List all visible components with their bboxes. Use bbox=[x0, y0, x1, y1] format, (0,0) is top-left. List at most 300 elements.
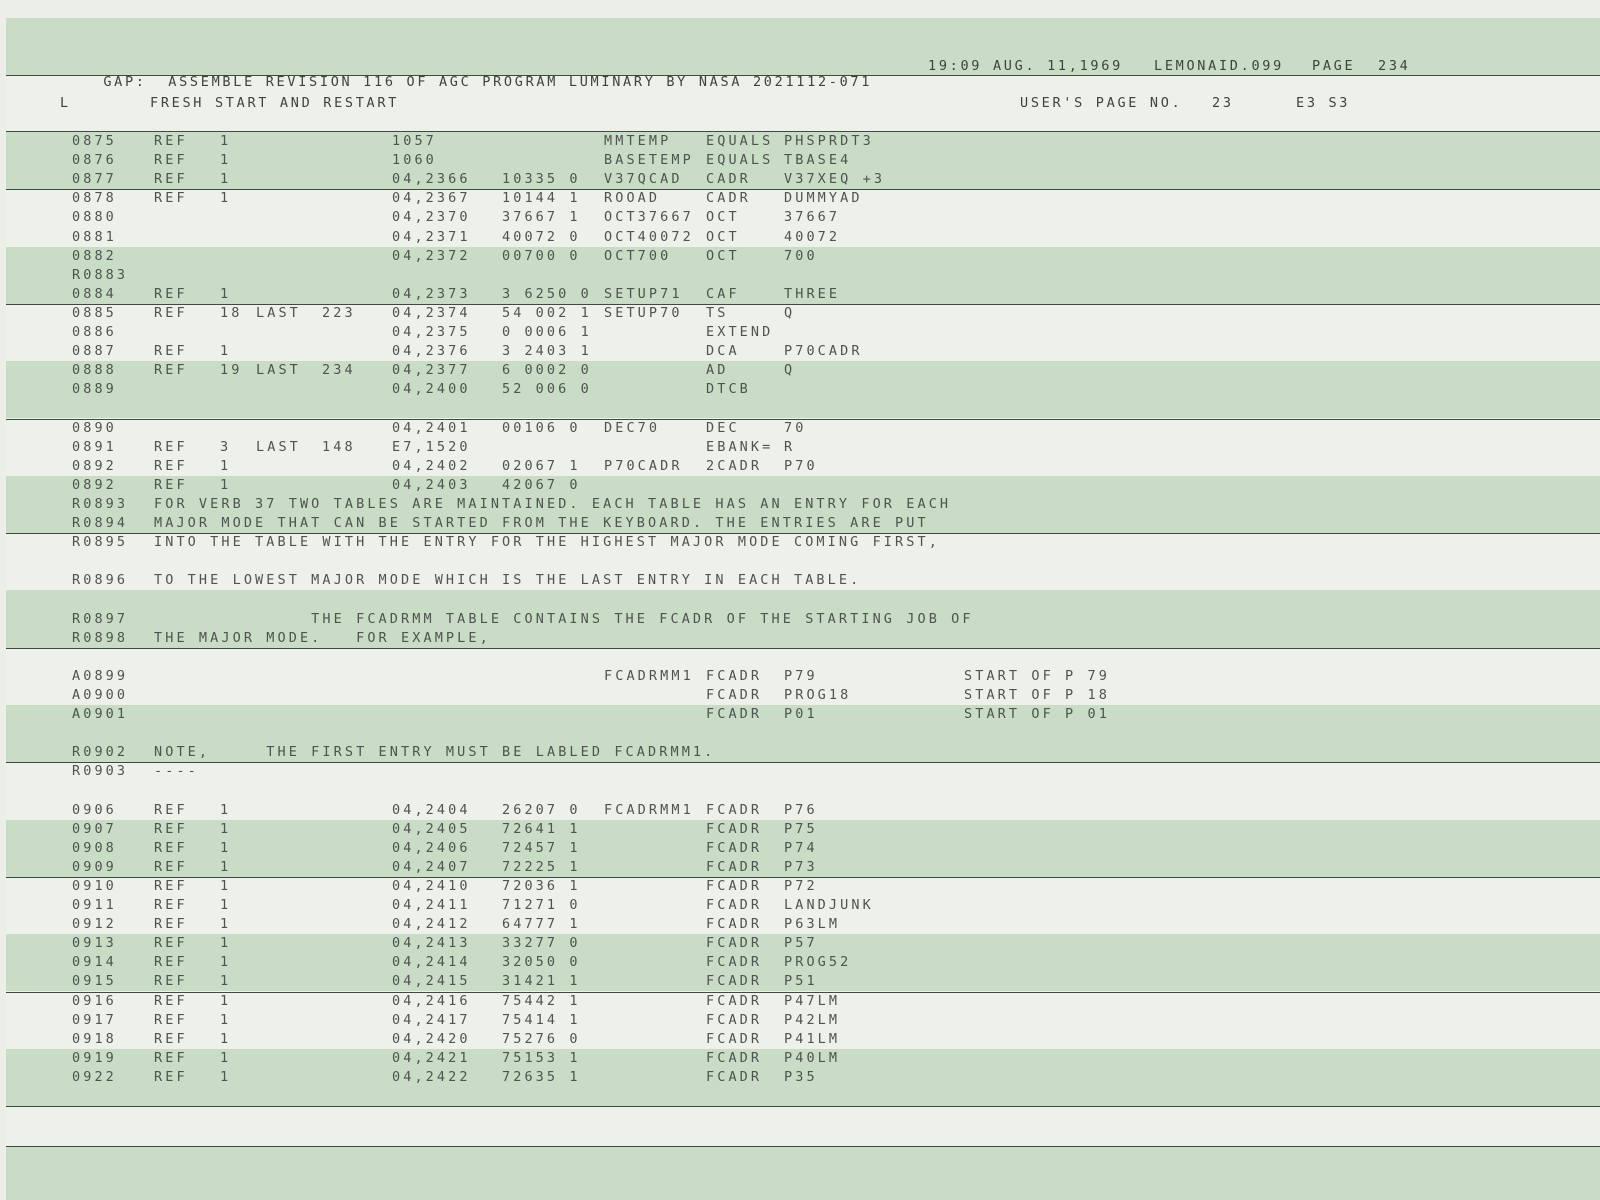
ref-keyword: REF bbox=[154, 438, 188, 455]
line-number: 0909 bbox=[72, 858, 117, 875]
listing-line bbox=[6, 668, 1600, 687]
listing-line bbox=[6, 248, 1600, 267]
last-page: 223 bbox=[322, 304, 356, 321]
remark-text: START OF P 18 bbox=[964, 686, 1110, 703]
opcode: FCADR bbox=[706, 1030, 763, 1047]
ref-keyword: REF bbox=[154, 973, 188, 990]
opcode: FCADR bbox=[706, 667, 763, 684]
symbol-label: OCT700 bbox=[604, 247, 672, 264]
octal-word: 75414 1 bbox=[502, 1011, 581, 1028]
line-number: R0903 bbox=[72, 763, 129, 780]
line-number: R0896 bbox=[72, 572, 129, 589]
listing-line bbox=[6, 381, 1600, 400]
symbol-label: ROOAD bbox=[604, 190, 661, 207]
comment-text: NOTE, THE FIRST ENTRY MUST BE LABLED FCADRMM1. bbox=[154, 744, 716, 761]
listing-line bbox=[6, 420, 1600, 439]
last-page: 148 bbox=[322, 438, 356, 455]
opcode: FCADR bbox=[706, 801, 763, 818]
line-number: 0913 bbox=[72, 935, 117, 952]
listing-line bbox=[6, 687, 1600, 706]
opcode: CADR bbox=[706, 190, 751, 207]
comment-text: MAJOR MODE THAT CAN BE STARTED FROM THE KEYBOARD. THE ENTRIES ARE PUT bbox=[154, 515, 929, 531]
ref-keyword: REF bbox=[154, 1011, 188, 1028]
footer-band bbox=[6, 1146, 1600, 1200]
opcode: TS bbox=[706, 304, 729, 321]
ref-keyword: REF bbox=[154, 858, 188, 875]
listing-line bbox=[6, 343, 1600, 362]
remark-text: START OF P 01 bbox=[964, 706, 1110, 722]
ref-count: 1 bbox=[220, 1011, 232, 1028]
octal-word: 31421 1 bbox=[502, 973, 581, 990]
page-label: PAGE bbox=[1312, 58, 1356, 74]
operand: Q bbox=[784, 304, 796, 321]
ref-keyword: REF bbox=[154, 916, 188, 933]
operand: P72 bbox=[784, 877, 818, 894]
operand: P63LM bbox=[784, 916, 841, 933]
line-number: 0916 bbox=[72, 992, 117, 1009]
ref-count: 1 bbox=[220, 171, 232, 188]
listing-line bbox=[6, 916, 1600, 935]
octal-word: 40072 0 bbox=[502, 228, 581, 245]
footer-rule bbox=[6, 1146, 1600, 1147]
opcode: FCADR bbox=[706, 1049, 763, 1066]
listing-line bbox=[6, 630, 1600, 649]
address: 04,2375 bbox=[392, 324, 471, 340]
listing-line bbox=[6, 1031, 1600, 1050]
listing-line bbox=[6, 1012, 1600, 1031]
opcode: DEC bbox=[706, 419, 740, 436]
line-number: R0883 bbox=[72, 266, 129, 283]
symbol-label: BASETEMP bbox=[604, 152, 694, 169]
operand: Q bbox=[784, 362, 796, 379]
listing-line bbox=[6, 553, 1600, 572]
listing-line bbox=[6, 534, 1600, 553]
line-number: R0895 bbox=[72, 534, 129, 551]
listing-line bbox=[6, 954, 1600, 973]
ref-keyword: REF bbox=[154, 285, 188, 302]
octal-word: 54 002 1 bbox=[502, 304, 592, 321]
listing-line bbox=[6, 1050, 1600, 1069]
address: E7,1520 bbox=[392, 438, 471, 455]
opcode: OCT bbox=[706, 228, 740, 245]
operand: P51 bbox=[784, 973, 818, 990]
operand: PROG52 bbox=[784, 954, 852, 971]
line-number: 0918 bbox=[72, 1030, 117, 1047]
listing-line bbox=[6, 458, 1600, 477]
octal-word: 6 0002 0 bbox=[502, 362, 592, 379]
octal-word: 02067 1 bbox=[502, 457, 581, 474]
address: 04,2412 bbox=[392, 916, 471, 933]
operand: THREE bbox=[784, 285, 841, 302]
ref-keyword: REF bbox=[154, 343, 188, 360]
ref-count: 1 bbox=[220, 992, 232, 1009]
line-number: 0892 bbox=[72, 457, 117, 474]
line-number: A0899 bbox=[72, 667, 129, 684]
symbol-label: MMTEMP bbox=[604, 133, 672, 149]
band-rule bbox=[6, 1106, 1600, 1107]
address: 04,2405 bbox=[392, 820, 471, 837]
comment-text: THE FCADRMM TABLE CONTAINS THE FCADR OF THE STARTING JOB OF bbox=[154, 610, 974, 627]
ref-count: 1 bbox=[220, 152, 232, 169]
listing-page bbox=[6, 18, 1600, 1200]
listing-line bbox=[6, 496, 1600, 515]
line-number: 0877 bbox=[72, 171, 117, 188]
operand: P35 bbox=[784, 1068, 818, 1085]
opcode: FCADR bbox=[706, 686, 763, 703]
ref-count: 1 bbox=[220, 343, 232, 360]
line-number: 0878 bbox=[72, 190, 117, 207]
ref-keyword: REF bbox=[154, 992, 188, 1009]
operand: PROG18 bbox=[784, 686, 852, 703]
opcode: DTCB bbox=[706, 381, 751, 398]
ref-keyword: REF bbox=[154, 935, 188, 952]
address: 04,2416 bbox=[392, 992, 471, 1009]
ref-keyword: REF bbox=[154, 1068, 188, 1085]
ref-keyword: REF bbox=[154, 476, 188, 493]
line-number: 0890 bbox=[72, 419, 117, 436]
octal-word: 32050 0 bbox=[502, 954, 581, 971]
octal-word: 33277 0 bbox=[502, 935, 581, 952]
listing-line bbox=[6, 859, 1600, 878]
line-number: 0912 bbox=[72, 916, 117, 933]
line-number: 0881 bbox=[72, 228, 117, 245]
ref-count: 1 bbox=[220, 1068, 232, 1085]
opcode: EQUALS bbox=[706, 133, 774, 149]
operand: P57 bbox=[784, 935, 818, 952]
listing-line bbox=[6, 439, 1600, 458]
listing-line bbox=[6, 324, 1600, 343]
address: 04,2421 bbox=[392, 1049, 471, 1066]
ref-count: 1 bbox=[220, 954, 232, 971]
opcode: FCADR bbox=[706, 1011, 763, 1028]
operand: P40LM bbox=[784, 1049, 841, 1066]
listing-line bbox=[6, 400, 1600, 419]
ref-count: 1 bbox=[220, 801, 232, 818]
line-number: R0898 bbox=[72, 629, 129, 646]
octal-word: 00106 0 bbox=[502, 419, 581, 436]
ref-keyword: REF bbox=[154, 362, 188, 379]
address: 04,2367 bbox=[392, 190, 471, 207]
last-keyword: LAST bbox=[256, 362, 301, 379]
operand: 37667 bbox=[784, 209, 841, 226]
comment-text: THE MAJOR MODE. FOR EXAMPLE, bbox=[154, 629, 491, 646]
address: 04,2370 bbox=[392, 209, 471, 226]
octal-word: 3 2403 1 bbox=[502, 343, 592, 360]
listing-line bbox=[6, 821, 1600, 840]
last-page: 234 bbox=[322, 362, 356, 379]
operand: DUMMYAD bbox=[784, 190, 863, 207]
address: 1060 bbox=[392, 152, 437, 169]
address: 04,2400 bbox=[392, 381, 471, 398]
octal-word: 75276 0 bbox=[502, 1030, 581, 1047]
line-number: 0887 bbox=[72, 343, 117, 360]
listing-line bbox=[6, 171, 1600, 190]
listing-line bbox=[6, 591, 1600, 610]
users-page-number: 23 bbox=[1212, 95, 1234, 111]
line-number: 0922 bbox=[72, 1068, 117, 1085]
listing-line bbox=[6, 802, 1600, 821]
address: 04,2374 bbox=[392, 304, 471, 321]
ref-count: 18 bbox=[220, 304, 243, 321]
line-number: 0889 bbox=[72, 381, 117, 398]
operand: 700 bbox=[784, 247, 818, 264]
line-number: 0891 bbox=[72, 438, 117, 455]
address: 04,2403 bbox=[392, 476, 471, 493]
opcode: OCT bbox=[706, 247, 740, 264]
ref-count: 1 bbox=[220, 285, 232, 302]
line-number: 0917 bbox=[72, 1011, 117, 1028]
operand: P70 bbox=[784, 457, 818, 474]
listing-line bbox=[6, 286, 1600, 305]
address: 04,2422 bbox=[392, 1068, 471, 1085]
line-number: 0906 bbox=[72, 801, 117, 818]
listing-line bbox=[6, 878, 1600, 897]
listing-line bbox=[6, 133, 1600, 152]
comment-text: ---- bbox=[154, 763, 199, 780]
opcode: EBANK= bbox=[706, 438, 774, 455]
symbol-label: V37QCAD bbox=[604, 171, 683, 188]
octal-word: 72641 1 bbox=[502, 820, 581, 837]
listing-line bbox=[6, 515, 1600, 534]
listing-line bbox=[6, 744, 1600, 763]
ref-count: 1 bbox=[220, 839, 232, 856]
opcode: FCADR bbox=[706, 877, 763, 894]
ref-count: 1 bbox=[220, 858, 232, 875]
line-number: 0875 bbox=[72, 133, 117, 149]
opcode: CADR bbox=[706, 171, 751, 188]
line-number: 0915 bbox=[72, 973, 117, 990]
operand: P47LM bbox=[784, 992, 841, 1009]
line-number: A0900 bbox=[72, 686, 129, 703]
operand: P79 bbox=[784, 667, 818, 684]
octal-word: 10144 1 bbox=[502, 190, 581, 207]
ref-keyword: REF bbox=[154, 954, 188, 971]
octal-word: 64777 1 bbox=[502, 916, 581, 933]
address: 04,2417 bbox=[392, 1011, 471, 1028]
opcode: 2CADR bbox=[706, 457, 763, 474]
address: 04,2401 bbox=[392, 419, 471, 436]
listing-line bbox=[6, 649, 1600, 668]
listing-line bbox=[6, 209, 1600, 228]
ref-keyword: REF bbox=[154, 171, 188, 188]
operand: P76 bbox=[784, 801, 818, 818]
operand: P41LM bbox=[784, 1030, 841, 1047]
address: 04,2410 bbox=[392, 877, 471, 894]
symbol-label: FCADRMM1 bbox=[604, 667, 694, 684]
opcode: EQUALS bbox=[706, 152, 774, 169]
page-number: 234 bbox=[1378, 58, 1411, 74]
print-datetime: 19:09 AUG. 11,1969 bbox=[928, 58, 1123, 74]
opcode: OCT bbox=[706, 209, 740, 226]
octal-word: 0 0006 1 bbox=[502, 324, 592, 340]
remark-text: START OF P 79 bbox=[964, 667, 1110, 684]
gap-line: GAP: ASSEMBLE REVISION 116 OF AGC PROGRAM LUMINARY BY NASA 2021112-071 bbox=[103, 74, 873, 90]
operand: P75 bbox=[784, 820, 818, 837]
ref-keyword: REF bbox=[154, 1049, 188, 1066]
ref-count: 1 bbox=[220, 973, 232, 990]
symbol-label: OCT40072 bbox=[604, 228, 694, 245]
address: 04,2407 bbox=[392, 858, 471, 875]
line-number: 0886 bbox=[72, 324, 117, 340]
octal-word: 3 6250 0 bbox=[502, 285, 592, 302]
operand: PHSPRDT3 bbox=[784, 133, 874, 149]
line-number: R0902 bbox=[72, 744, 129, 761]
ref-count: 1 bbox=[220, 1049, 232, 1066]
address: 04,2404 bbox=[392, 801, 471, 818]
opcode: DCA bbox=[706, 343, 740, 360]
address: 1057 bbox=[392, 133, 437, 149]
octal-word: 72457 1 bbox=[502, 839, 581, 856]
comment-text: FOR VERB 37 TWO TABLES ARE MAINTAINED. EACH TABLE HAS AN ENTRY FOR EACH bbox=[154, 495, 952, 512]
operand: R bbox=[784, 438, 796, 455]
address: 04,2366 bbox=[392, 171, 471, 188]
address: 04,2371 bbox=[392, 228, 471, 245]
section-title: FRESH START AND RESTART bbox=[150, 95, 400, 111]
listing-line bbox=[6, 477, 1600, 496]
symbol-label: FCADRMM1 bbox=[604, 801, 694, 818]
ref-count: 1 bbox=[220, 476, 232, 493]
line-number: 0884 bbox=[72, 285, 117, 302]
line-number: 0888 bbox=[72, 362, 117, 379]
ref-count: 1 bbox=[220, 1030, 232, 1047]
line-number: 0892 bbox=[72, 476, 117, 493]
octal-word: 52 006 0 bbox=[502, 381, 592, 398]
listing-line bbox=[6, 763, 1600, 782]
operand: 70 bbox=[784, 419, 807, 436]
listing-line bbox=[6, 706, 1600, 725]
octal-word: 72635 1 bbox=[502, 1068, 581, 1085]
ref-keyword: REF bbox=[154, 457, 188, 474]
line-number: R0894 bbox=[72, 515, 129, 531]
opcode: FCADR bbox=[706, 1068, 763, 1085]
ref-count: 1 bbox=[220, 457, 232, 474]
listing-line bbox=[6, 572, 1600, 591]
opcode: FCADR bbox=[706, 916, 763, 933]
symbol-label: OCT37667 bbox=[604, 209, 694, 226]
line-number: 0911 bbox=[72, 897, 117, 913]
operand: TBASE4 bbox=[784, 152, 852, 169]
ref-keyword: REF bbox=[154, 152, 188, 169]
line-number: A0901 bbox=[72, 706, 129, 722]
ref-keyword: REF bbox=[154, 820, 188, 837]
listing-line bbox=[6, 935, 1600, 954]
opcode: FCADR bbox=[706, 973, 763, 990]
operand: P74 bbox=[784, 839, 818, 856]
operand: P70CADR bbox=[784, 343, 863, 360]
listing-line bbox=[6, 305, 1600, 324]
listing-line bbox=[6, 782, 1600, 801]
line-number: R0893 bbox=[72, 495, 129, 512]
line-number: 0910 bbox=[72, 877, 117, 894]
comment-text: TO THE LOWEST MAJOR MODE WHICH IS THE LAST ENTRY IN EACH TABLE. bbox=[154, 572, 862, 589]
line-number: 0908 bbox=[72, 839, 117, 856]
address: 04,2415 bbox=[392, 973, 471, 990]
listing-line bbox=[6, 190, 1600, 209]
address: 04,2376 bbox=[392, 343, 471, 360]
listing-line bbox=[6, 611, 1600, 630]
ref-count: 1 bbox=[220, 897, 232, 913]
symbol-label: DEC70 bbox=[604, 419, 661, 436]
octal-word: 72036 1 bbox=[502, 877, 581, 894]
ref-count: 3 bbox=[220, 438, 232, 455]
ref-keyword: REF bbox=[154, 190, 188, 207]
listing-line bbox=[6, 993, 1600, 1012]
ref-count: 1 bbox=[220, 935, 232, 952]
ref-keyword: REF bbox=[154, 304, 188, 321]
octal-word: 37667 1 bbox=[502, 209, 581, 226]
opcode: FCADR bbox=[706, 935, 763, 952]
ref-count: 1 bbox=[220, 190, 232, 207]
address: 04,2411 bbox=[392, 897, 471, 913]
ref-keyword: REF bbox=[154, 897, 188, 913]
address: 04,2373 bbox=[392, 285, 471, 302]
octal-word: 75153 1 bbox=[502, 1049, 581, 1066]
address: 04,2420 bbox=[392, 1030, 471, 1047]
listing-line bbox=[6, 897, 1600, 916]
opcode: FCADR bbox=[706, 897, 763, 913]
ref-count: 19 bbox=[220, 362, 243, 379]
octal-word: 72225 1 bbox=[502, 858, 581, 875]
line-number: 0914 bbox=[72, 954, 117, 971]
ref-keyword: REF bbox=[154, 1030, 188, 1047]
opcode: FCADR bbox=[706, 992, 763, 1009]
line-number: 0919 bbox=[72, 1049, 117, 1066]
opcode: FCADR bbox=[706, 954, 763, 971]
ref-count: 1 bbox=[220, 916, 232, 933]
line-number: 0876 bbox=[72, 152, 117, 169]
opcode: FCADR bbox=[706, 839, 763, 856]
address: 04,2372 bbox=[392, 247, 471, 264]
operand: 40072 bbox=[784, 228, 841, 245]
octal-word: 42067 0 bbox=[502, 476, 581, 493]
operand: P01 bbox=[784, 706, 818, 722]
address: 04,2402 bbox=[392, 457, 471, 474]
listing-line bbox=[6, 267, 1600, 286]
listing-line bbox=[6, 725, 1600, 744]
line-number: 0880 bbox=[72, 209, 117, 226]
opcode: AD bbox=[706, 362, 729, 379]
octal-word: 75442 1 bbox=[502, 992, 581, 1009]
listing-line bbox=[6, 840, 1600, 859]
users-page-label: USER'S PAGE NO. bbox=[1020, 95, 1183, 111]
line-number: 0882 bbox=[72, 247, 117, 264]
listing-line bbox=[6, 229, 1600, 248]
section-code: L bbox=[60, 95, 71, 111]
job-name: LEMONAID.099 bbox=[1154, 58, 1284, 74]
ref-keyword: REF bbox=[154, 801, 188, 818]
listing-line bbox=[6, 973, 1600, 992]
comment-text: INTO THE TABLE WITH THE ENTRY FOR THE HIGHEST MAJOR MODE COMING FIRST, bbox=[154, 534, 940, 551]
operand: P42LM bbox=[784, 1011, 841, 1028]
last-keyword: LAST bbox=[256, 438, 301, 455]
ref-keyword: REF bbox=[154, 839, 188, 856]
octal-word: 71271 0 bbox=[502, 897, 581, 913]
operand: LANDJUNK bbox=[784, 897, 874, 913]
opcode: FCADR bbox=[706, 820, 763, 837]
listing-line bbox=[6, 362, 1600, 381]
line-number: 0907 bbox=[72, 820, 117, 837]
operand: V37XEQ +3 bbox=[784, 171, 886, 188]
ref-keyword: REF bbox=[154, 877, 188, 894]
address: 04,2377 bbox=[392, 362, 471, 379]
opcode: CAF bbox=[706, 285, 740, 302]
address: 04,2414 bbox=[392, 954, 471, 971]
opcode: FCADR bbox=[706, 706, 763, 722]
last-keyword: LAST bbox=[256, 304, 301, 321]
octal-word: 10335 0 bbox=[502, 171, 581, 188]
address: 04,2413 bbox=[392, 935, 471, 952]
operand: P73 bbox=[784, 858, 818, 875]
